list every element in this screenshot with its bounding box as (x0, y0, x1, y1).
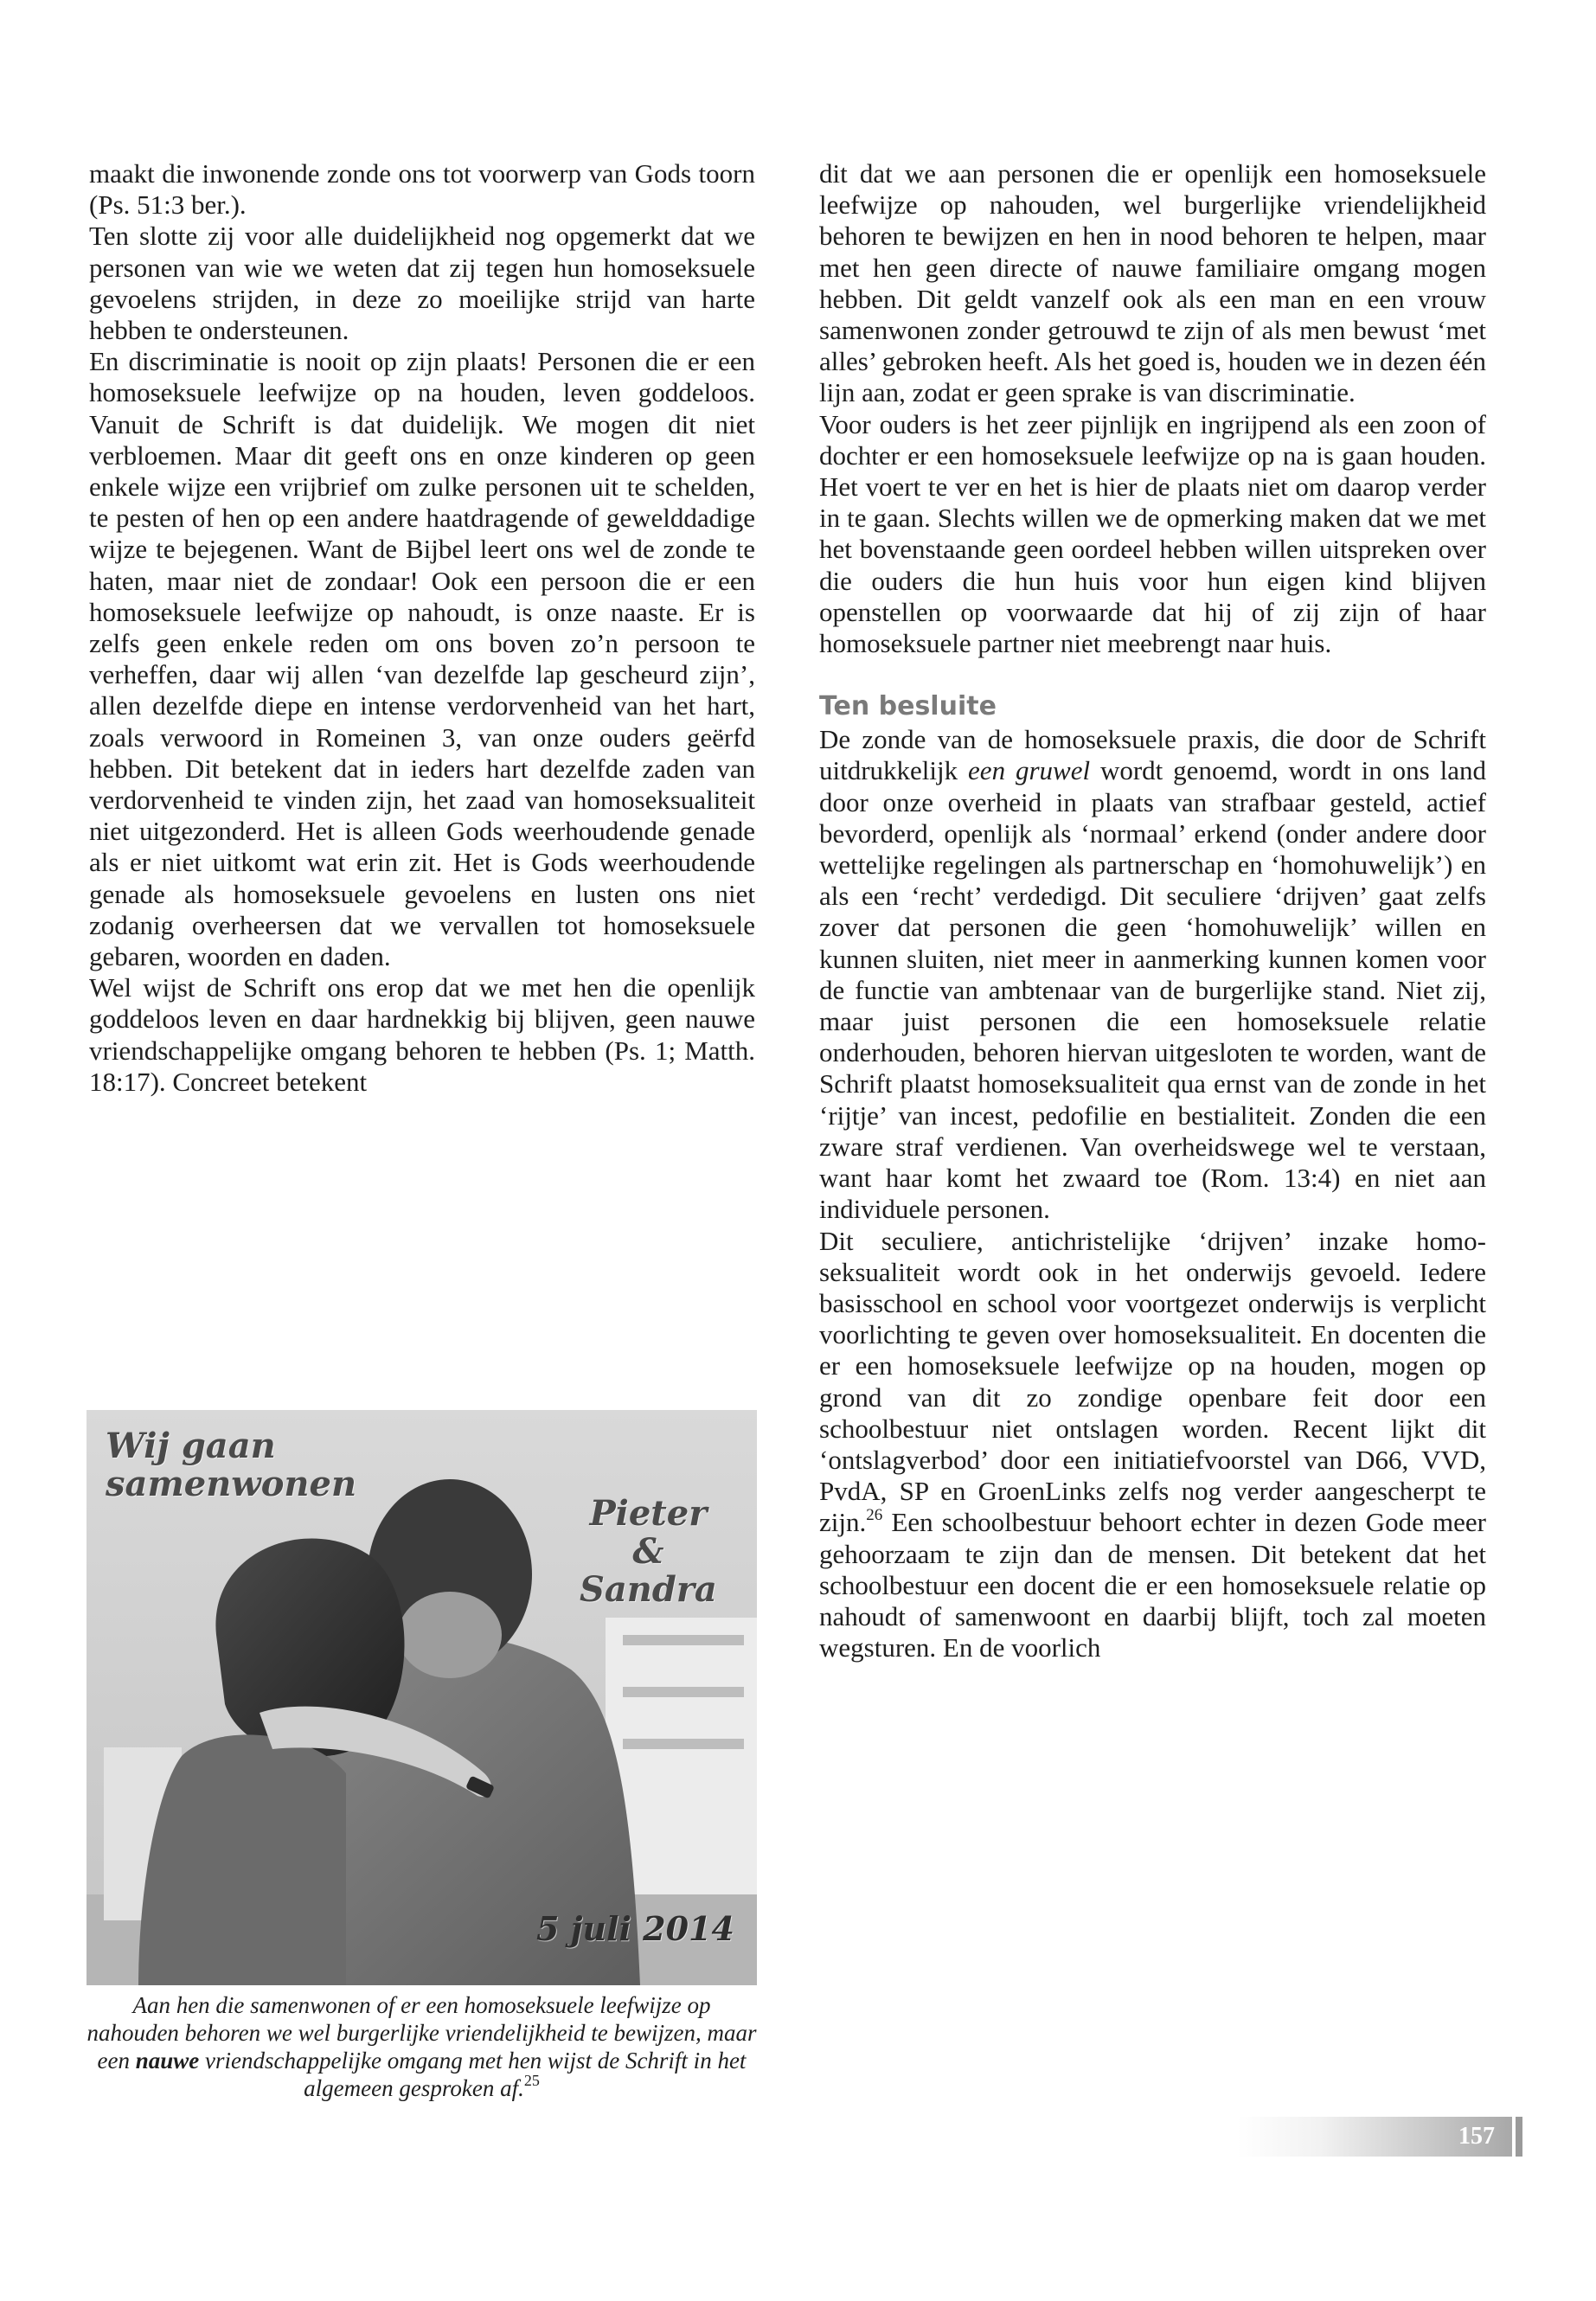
photo-date: 5 juli 2014 (536, 1909, 734, 1948)
page-number-tab (1237, 2117, 1512, 2157)
paragraph: maakt die inwonende zonde ons tot voorwerp van Gods toorn (Ps. 51:3 ber.). (89, 158, 755, 221)
photo-caption: Aan hen die samenwonen of er een homoseksuele leefwijze op nahouden behoren we wel burgerlijke vriendelijkheid te bewijzen, maar een nauwe vriendschappelijke omgang met hen wijst de Schrift in het algemeen gesproken af.$^{25}$ (87, 1992, 757, 2101)
paragraph: Ten slotte zij voor alle duidelijkheid nog opgemerkt dat we personen van wie we weten dat zij tegen hun homoseksuele gevoelens strijden, in deze zo moeilijke strijd van harte hebben te ondersteunen. (89, 221, 755, 346)
paragraph: dit dat we aan personen die er openlijk een homoseksuele leefwijze op nahouden, wel burgerlijke vriendelijkheid behoren te bewijzen en hen in nood behoren te helpen, maar met hen geen directe of nauwe familiaire omgang mogen hebben. Dit geldt vanzelf ook als een man en een vrouw samenwonen zonder getrouwd te zijn of als men bewust ‘met alles’ gebroken heeft. Als het goed is, houden we in dezen één lijn aan, zodat er geen sprake is van discriminatie. (819, 158, 1486, 408)
paragraph: Voor ouders is het zeer pijnlijk en ingrijpend als een zoon of dochter er een homoseksuele leefwijze op na is gaan houden. Het voert te ver en het is hier de plaats niet om daarop verder in te gaan. Slechts willen we de opmerking maken dat we met het bovenstaande geen oordeel hebben willen uitspreken over die ouders die hun huis voor hun eigen kind blijven openstellen op voorwaarde dat hij of zij zijn of haar homoseksuele partner niet meebrengt naar huis. (819, 408, 1486, 659)
page-tab-bar (1516, 2117, 1522, 2157)
photo-names: Pieter & Sandra (580, 1493, 717, 1610)
paragraph: De zonde van de homoseksuele praxis, die door de Schrift uitdrukkelijk een gruwel wordt genoemd, wordt in ons land door onze overheid in plaats van strafbaar gesteld, actief bevorderd, openlijk als ‘normaal’ erkend (onder andere door wettelijke regelingen als partnerschap en ‘homohuwelijk’) en als een ‘recht’ verdedigd. Dit seculiere ‘drijven’ gaat zelfs zover dat personen die geen ‘homohuwelijk’ willen en kunnen sluiten, niet meer in aanmerking kunnen komen voor de functie van ambtenaar van de burgerlijke stand. Niet zij, maar juist personen die een homoseksuele relatie onderhouden, behoren hiervan uitgesloten te worden, want de Schrift plaatst homoseksualiteit qua ernst van de zonde in het ‘rijtje’ van incest, pedofilie en bestialiteit. Zonden die een zware straf verdienen. Van overheidswege wel te verstaan, want haar komt het zwaard toe (Rom. 13:4) en niet aan individuele personen. (819, 724, 1486, 1225)
footnote-ref: 26 (866, 1506, 883, 1525)
photo-title: Wij gaan samenwonen (106, 1426, 357, 1504)
left-column (89, 158, 755, 1098)
section-heading: Ten besluite (819, 691, 997, 722)
paragraph: Wel wijst de Schrift ons erop dat we met hen die openlijk goddeloos leven en daar hardnekkig bij blijven, geen nauwe vriendschappelijke omgang behoren te hebben (Ps. 1; Matth. 18:17). Concreet betekent (89, 972, 755, 1097)
footnote-ref: 25 (523, 2072, 540, 2089)
paragraph: Dit seculiere, antichristelijke ‘drijven’ inzake homoseksualiteit wordt ook in het onderwijs gevoeld. Iedere basisschool en school voor voortgezet onderwijs is verplicht voorlichting te geven over homoseksualiteit. En docenten die er een homoseksuele leefwijze op na houden, mogen op grond van dit zo zondige openbare feit door een schoolbestuur niet ontslagen worden. Recent lijkt dit ‘ontslagverbod’ door een initiatiefvoorstel van D66, VVD, PvdA, SP en GroenLinks zelfs nog verder aangescherpt te zijn.$^{26}$ Een schoolbestuur behoort echter in dezen Gode meer gehoorzaam te zijn dan de mensen. Dit betekent dat het schoolbestuur een docent die er een homoseksuele relatie op nahoudt of samenwoont en daarbij blijft, toch zal moeten wegsturen. En de voorlich (819, 1225, 1486, 1663)
paragraph: En discriminatie is nooit op zijn plaats! Personen die er een homoseksuele leefwijze op na houden, leven goddeloos. Vanuit de Schrift is dat duidelijk. We mogen dit niet verbloemen. Maar dit geeft ons en onze kinderen op geen enkele wijze een vrijbrief om zulke personen uit te schelden, te pesten of hen op een andere haatdragende of gewelddadige wijze te bejegenen. Want de Bijbel leert ons wel de zonde te haten, maar niet de zondaar! Ook een persoon die er een homoseksuele leefwijze op nahoudt, is onze naaste. Er is zelfs geen enkele reden om ons boven zo’n persoon te verheffen, daar wij allen ‘van dezelfde lap gescheurd zijn’, allen dezelfde diepe en intense verdorvenheid van het hart, zoals verwoord in Romeinen 3, van onze ouders geërfd hebben. Dit betekent dat in ieders hart dezelfde zaden van verdorvenheid te vinden zijn, het zaad van homoseksualiteit niet uitgezonderd. Het is alleen Gods weerhoudende genade als er niet uitkomt wat erin zit. Het is Gods weerhoudende genade als homoseksuele gevoelens en lusten ons niet zodanig overheersen dat we vervallen tot homoseksuele gebaren, woorden en daden. (89, 346, 755, 972)
page-number: 157 (1458, 2123, 1495, 2150)
caption-emphasis: nauwe (135, 2048, 200, 2073)
emphasis: een gruwel (968, 755, 1091, 786)
couple-photo (87, 1410, 757, 1985)
right-column (819, 158, 1486, 1663)
